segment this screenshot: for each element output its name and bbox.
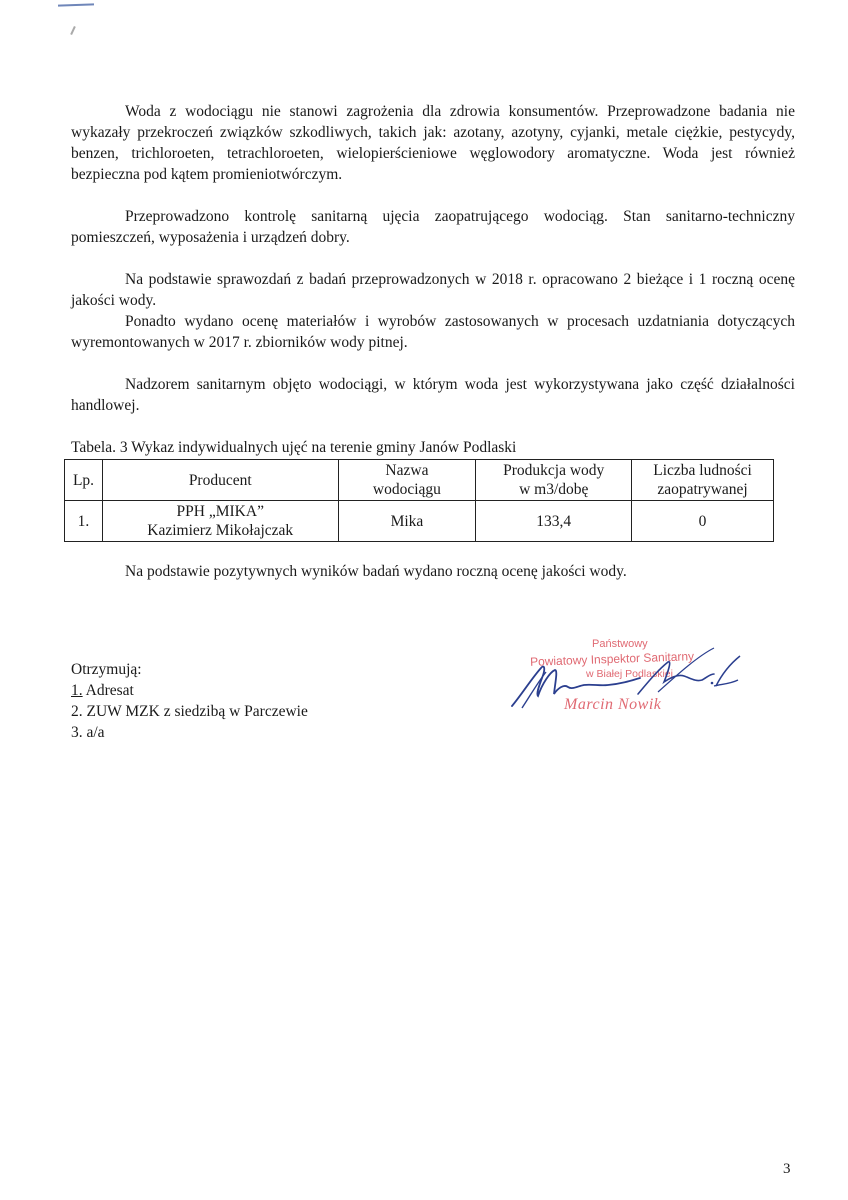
header-producent: Producent xyxy=(102,460,338,501)
recipients-title: Otrzymują: xyxy=(71,661,142,678)
scan-mark xyxy=(58,3,94,6)
page-number: 3 xyxy=(783,1161,791,1177)
stamp-line-1: Państwowy xyxy=(592,638,648,650)
paragraph-water-safety: Woda z wodociągu nie stanowi zagrożenia dla zdrowia konsumentów. Przeprowadzone badania nie wykazały przekroczeń związków szkodliwych, takich jak: azotany, azotyny, cyjanki, metale ciężkie, pestycydy, benzen, trichloroeten, tetrachloroeten, wielopierścieniowe węglowodory aromatyczne. Woda jest również bezpieczna pod kątem promieniotwórczym. xyxy=(71,103,795,183)
table-caption: Tabela. 3 Wykaz indywidualnych ujęć na terenie gminy Janów Podlaski xyxy=(71,439,517,456)
paragraph-sanitary-control: Przeprowadzono kontrolę sanitarną ujęcia zaopatrującego wodociąg. Stan sanitarno-techniczny pomieszczeń, wyposażenia i urządzeń dobry. xyxy=(71,208,795,246)
paragraph-materials: Ponadto wydano ocenę materiałów i wyrobów zastosowanych w procesach uzdatniania dotyczących wyremontowanych w 2017 r. zbiorników wody pitnej. xyxy=(71,313,795,351)
conclusion-text: Na podstawie pozytywnych wyników badań wydano roczną ocenę jakości wody. xyxy=(125,563,627,580)
cell-producent: PPH „MIKA” Kazimierz Mikołajczak xyxy=(102,501,338,542)
cell-nazwa: Mika xyxy=(338,501,476,542)
table-header-row xyxy=(65,460,774,501)
list-item: 3. a/a xyxy=(71,724,105,741)
header-lp: Lp. xyxy=(65,460,103,501)
document-body xyxy=(71,101,795,458)
water-intakes-table xyxy=(64,459,774,542)
cell-produkcja: 133,4 xyxy=(476,501,632,542)
stamp-line-2: Powiatowy Inspektor Sanitarny xyxy=(529,649,695,669)
cell-lp: 1. xyxy=(65,501,103,542)
scan-tick xyxy=(70,26,76,35)
official-stamp xyxy=(508,634,763,724)
header-produkcja: Produkcja wody w m3/dobę xyxy=(476,460,632,501)
paragraph-supervision: Nadzorem sanitarnym objęto wodociągi, w którym woda jest wykorzystywana jako część działalności handlowej. xyxy=(71,376,795,414)
list-item: 2. ZUW MZK z siedzibą w Parczewie xyxy=(71,703,308,720)
list-item: 1. Adresat xyxy=(71,682,134,699)
stamp-name: Marcin Nowik xyxy=(564,696,662,713)
table-row xyxy=(65,501,774,542)
cell-liczba: 0 xyxy=(632,501,774,542)
paragraph-reports: Na podstawie sprawozdań z badań przeprowadzonych w 2018 r. opracowano 2 bieżące i 1 roczną ocenę jakości wody. xyxy=(71,271,795,309)
header-nazwa: Nazwa wodociągu xyxy=(338,460,476,501)
recipients-list xyxy=(71,659,308,743)
header-liczba: Liczba ludności zaopatrywanej xyxy=(632,460,774,501)
stamp-line-3: w Białej Podlaskiej xyxy=(586,668,673,680)
handwritten-signature xyxy=(508,634,763,724)
